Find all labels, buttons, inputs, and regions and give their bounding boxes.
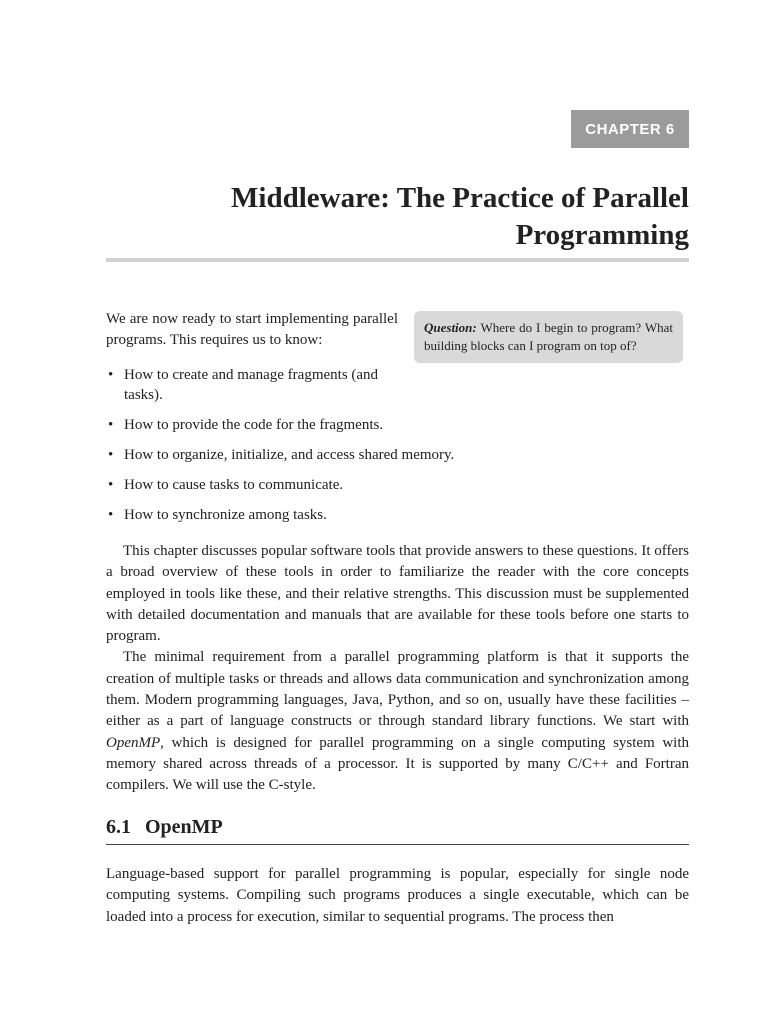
list-item-text: How to organize, initialize, and access shared memory. — [124, 447, 455, 463]
title-divider — [106, 258, 689, 262]
body-paragraph-2-part-2: , which is designed for parallel programming on a single computing system with memory shared across threads of a processor. It is supported by many C/C++ and Fortran compilers. We will use the C-style. — [106, 734, 689, 794]
list-item — [106, 445, 689, 465]
body-paragraph-1: This chapter discusses popular software tools that provide answers to these questions. It offers a broad overview of these tools in order to familiarize the reader with the core concepts employed in tools like these, and their relative strengths. This discussion must be supplemented with detailed documentation and manuals that are available for these tools before one starts to program. — [106, 543, 689, 645]
chapter-badge — [571, 110, 689, 148]
chapter-title-line-1: Middleware: The Practice of Parallel — [231, 182, 689, 214]
intro-paragraph: We are now ready to start implementing parallel programs. This requires us to know: — [106, 311, 398, 348]
bullet-icon: • — [108, 417, 114, 433]
body-paragraph-2 — [106, 647, 689, 796]
question-text: Where do I begin to program? What building blocks can I program on top of? — [424, 320, 673, 353]
list-item-text: How to create and manage fragments (and tasks). — [124, 367, 379, 403]
body-text — [106, 541, 689, 797]
section-number: 6.1 — [106, 816, 131, 838]
section-heading — [106, 814, 689, 845]
list-item — [106, 505, 689, 525]
requirements-list — [106, 365, 689, 535]
chapter-title-line-2: Programming — [515, 219, 689, 251]
bullet-icon: • — [108, 507, 114, 523]
list-item — [106, 415, 689, 435]
bullet-icon: • — [108, 477, 114, 493]
bullet-icon: • — [108, 447, 114, 463]
list-item — [106, 475, 689, 495]
openmp-emphasis: OpenMP — [106, 734, 161, 751]
list-item — [106, 365, 689, 405]
section-title: OpenMP — [145, 816, 223, 838]
list-item-text: How to cause tasks to communicate. — [124, 477, 344, 493]
body-paragraph-2-part-1: The minimal requirement from a parallel programming platform is that it supports the creation of multiple tasks or threads and allows data communication and synchronization among them. Modern programming languages, Java, Python, and so on, usually have these facilities – either as a part of language constructs or through standard library functions. We start with — [106, 649, 689, 730]
list-item-text: How to provide the code for the fragments. — [124, 417, 384, 433]
chapter-badge-label: CHAPTER 6 — [585, 120, 675, 138]
list-item-text: How to synchronize among tasks. — [124, 507, 327, 523]
question-label: Question: — [424, 320, 477, 335]
section-paragraph: Language-based support for parallel programming is popular, especially for single node computing systems. Compiling such programs produces a single executable, which can be loaded into a process for execution, similar to sequential programs. The process then — [106, 866, 689, 925]
question-sidebar-box — [414, 311, 683, 363]
bullet-icon: • — [108, 367, 114, 383]
chapter-title — [106, 180, 689, 254]
